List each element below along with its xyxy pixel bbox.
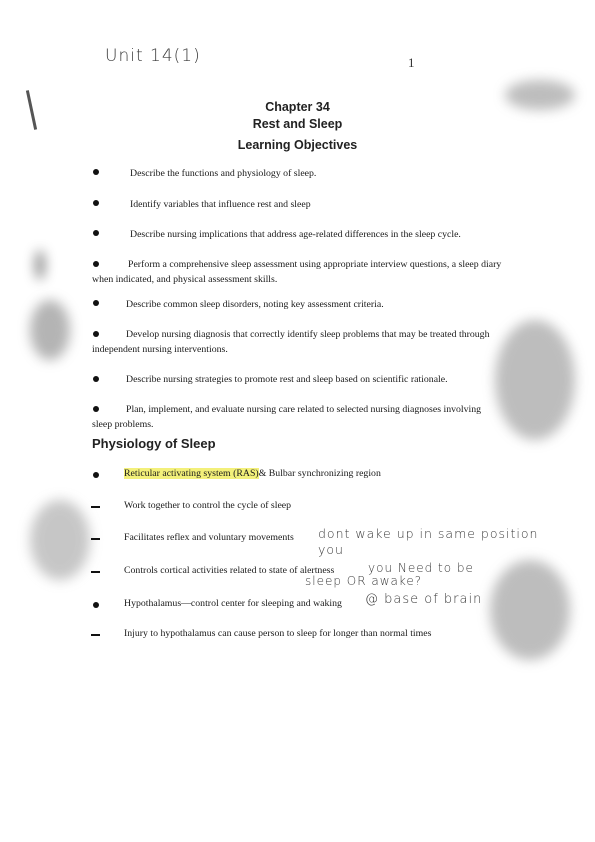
physiology-item: Controls cortical activities related to state of alertness (124, 565, 335, 576)
handwritten-note: sleep OR awake? (305, 574, 423, 588)
dash (91, 634, 100, 636)
objective-item: Describe common sleep disorders, noting key assessment criteria. (126, 299, 384, 310)
physiology-item: Hypothalamus—control center for sleeping and waking (124, 598, 342, 609)
objective-item: Plan, implement, and evaluate nursing care related to selected nursing diagnoses involving sleep problems. (92, 404, 482, 430)
objective-item: Identify variables that influence rest and sleep (130, 199, 311, 210)
handwritten-note: you (318, 542, 344, 557)
scan-smudge (30, 300, 70, 360)
scan-smudge (35, 250, 45, 280)
scan-smudge (490, 560, 570, 660)
physiology-item (124, 466, 544, 481)
handwritten-note: you Need to be (368, 561, 474, 575)
handwritten-note: @ base of brain (365, 592, 483, 607)
objective-item: Develop nursing diagnosis that correctly identify sleep problems that may be treated through independent nursing interventions. (92, 329, 490, 355)
bullet (93, 472, 99, 478)
highlighted-text: Reticular activating system (RAS) (124, 468, 259, 479)
objective-item: Perform a comprehensive sleep assessment using appropriate interview questions, a sleep diary when indicated, and physical assessment skills. (92, 259, 502, 285)
learning-objectives-heading: Learning Objectives (237, 138, 358, 152)
physiology-item: Facilitates reflex and voluntary movements (124, 532, 294, 543)
physiology-item: Injury to hypothalamus can cause person to sleep for longer than normal times (124, 628, 432, 639)
chapter-title: Rest and Sleep (252, 117, 343, 131)
dash (91, 571, 100, 573)
objective-item: Describe nursing strategies to promote rest and sleep based on scientific rationale. (126, 374, 448, 385)
page-number: 1 (408, 55, 415, 70)
dash (91, 506, 100, 508)
dash (91, 538, 100, 540)
handwritten-unit-note: Unit 14(1) (105, 46, 201, 66)
section-heading: Physiology of Sleep (92, 436, 216, 451)
objective-item: Describe the functions and physiology of sleep. (130, 168, 317, 179)
scan-smudge (30, 500, 90, 580)
objective-item: Describe nursing implications that address age-related differences in the sleep cycle. (130, 229, 461, 240)
handwritten-note: dont wake up in same position (318, 526, 539, 541)
physiology-item: Work together to control the cycle of sleep (124, 500, 292, 511)
chapter-number: Chapter 34 (265, 100, 330, 114)
physiology-text: & Bulbar synchronizing region (258, 468, 381, 479)
bullet (93, 602, 99, 608)
